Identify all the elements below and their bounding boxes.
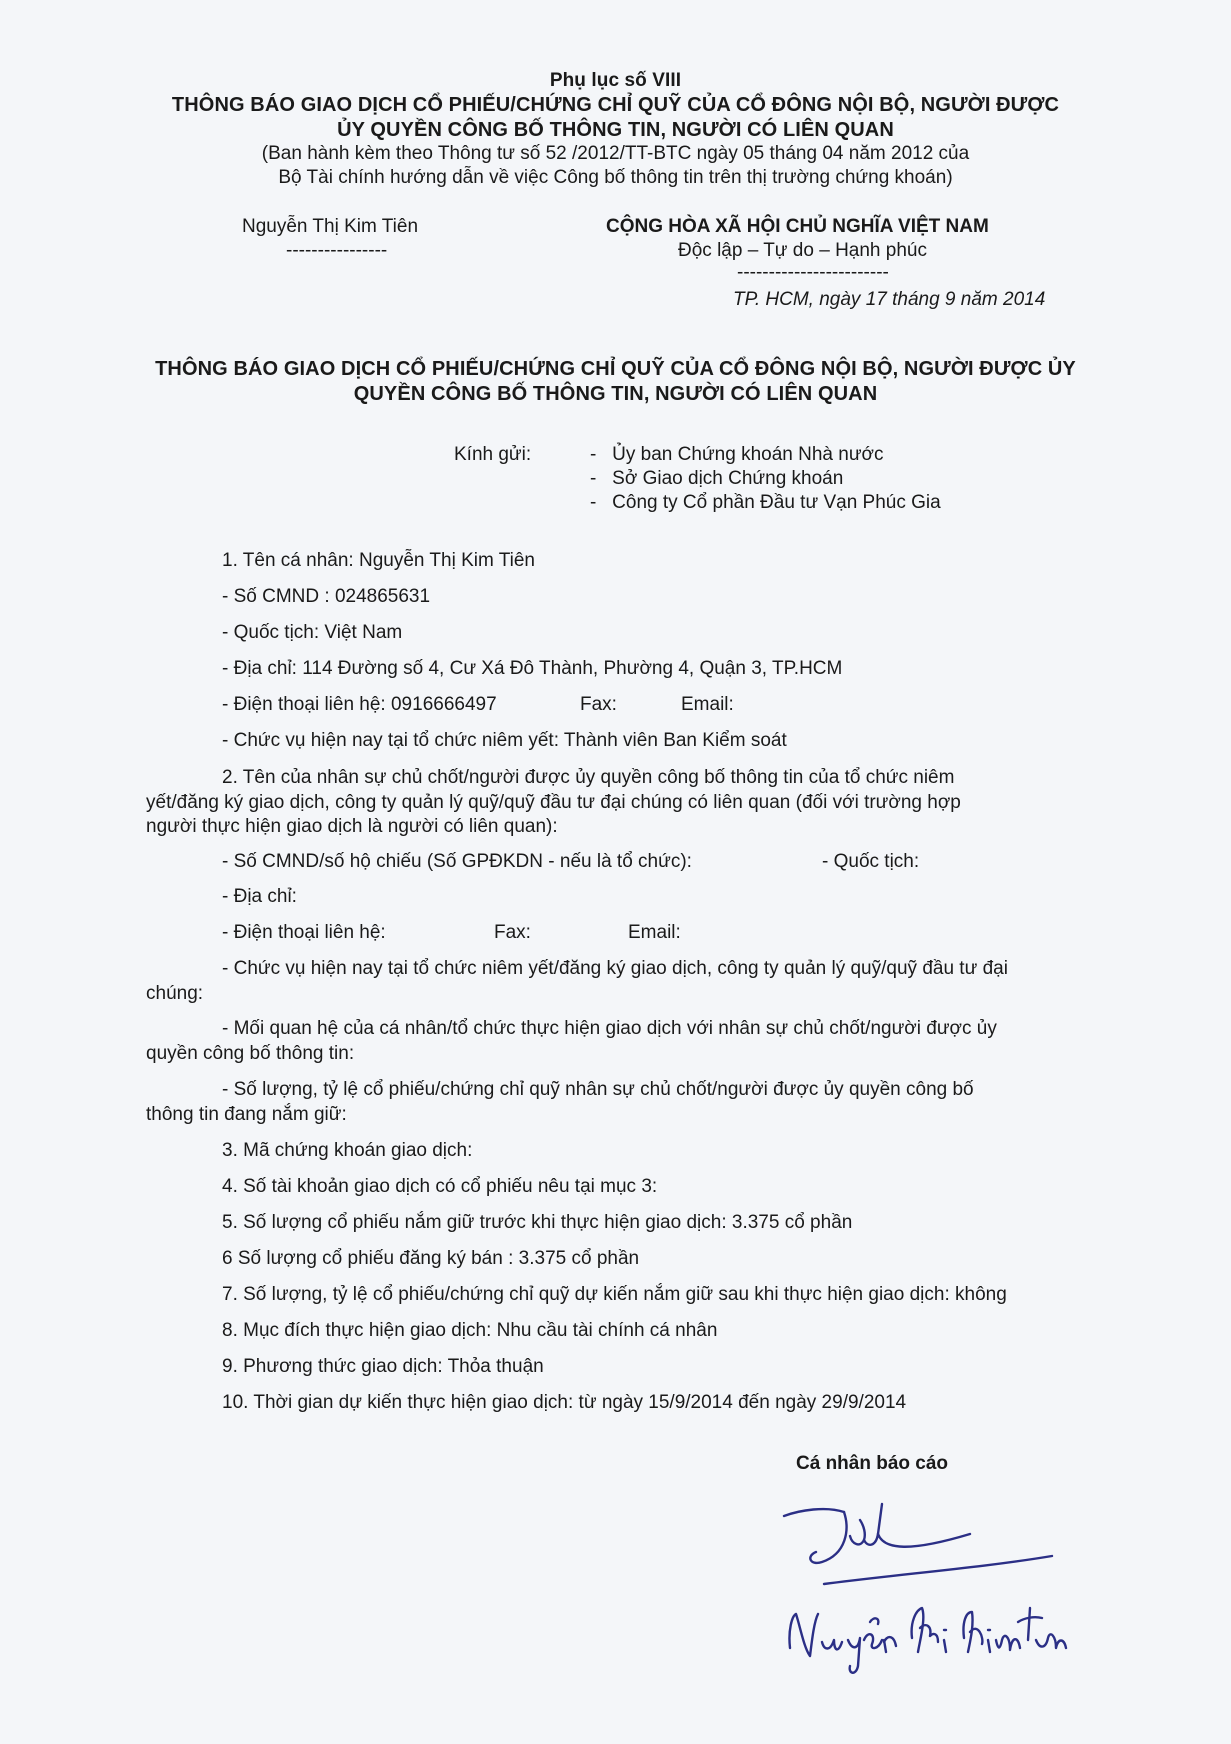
recipient-text: Công ty Cổ phần Đầu tư Vạn Phúc Gia — [612, 492, 941, 513]
item-7: 7. Số lượng, tỷ lệ cổ phiếu/chứng chỉ quỹ dự kiến nắm giữ sau khi thực hiện giao dịch: không — [222, 1284, 1007, 1305]
appendix-title-line2: ỦY QUYỀN CÔNG BỐ THÔNG TIN, NGƯỜI CÓ LIÊN QUAN — [337, 119, 894, 141]
notice-title-line2: QUYỀN CÔNG BỐ THÔNG TIN, NGƯỜI CÓ LIÊN QUAN — [353, 383, 878, 405]
s1-position: - Chức vụ hiện nay tại tổ chức niêm yết: Thành viên Ban Kiểm soát — [222, 730, 787, 751]
s2-address: - Địa chỉ: — [222, 886, 297, 907]
national-underline: ------------------------ — [737, 262, 889, 283]
s1-id: - Số CMND : 024865631 — [222, 586, 431, 607]
recipient-item: - Sở Giao dịch Chứng khoán — [590, 468, 844, 489]
item-5: 5. Số lượng cổ phiếu nắm giữ trước khi thực hiện giao dịch: 3.375 cổ phần — [222, 1212, 853, 1233]
s2-relation-line2: quyền công bố thông tin: — [146, 1043, 355, 1064]
s1-email: Email: — [681, 694, 734, 715]
s1-nationality: - Quốc tịch: Việt Nam — [222, 622, 403, 643]
appendix-subtitle-line2: Bộ Tài chính hướng dẫn về việc Công bố thông tin trên thị trường chứng khoán) — [278, 167, 953, 188]
s2-phone: - Điện thoại liên hệ: — [222, 922, 386, 943]
item-4: 4. Số tài khoản giao dịch có cổ phiếu nêu tại mục 3: — [222, 1176, 658, 1197]
s1-fax: Fax: — [580, 694, 617, 715]
s2-id: - Số CMND/số hộ chiếu (Số GPĐKDN - nếu là tổ chức): — [222, 851, 692, 872]
recipient-text: Sở Giao dịch Chứng khoán — [612, 468, 844, 489]
appendix-title-line1: THÔNG BÁO GIAO DỊCH CỔ PHIẾU/CHỨNG CHỈ QUỸ CỦA CỔ ĐÔNG NỘI BỘ, NGƯỜI ĐƯỢC — [171, 94, 1060, 116]
sender-name: Nguyễn Thị Kim Tiên — [242, 216, 419, 237]
notice-title-line1: THÔNG BÁO GIAO DỊCH CỔ PHIẾU/CHỨNG CHỈ QUỸ CỦA CỔ ĐÔNG NỘI BỘ, NGƯỜI ĐƯỢC ỦY — [155, 358, 1076, 380]
national-title: CỘNG HÒA XÃ HỘI CHỦ NGHĨA VIỆT NAM — [606, 216, 989, 237]
recipients-label: Kính gửi: — [454, 444, 532, 465]
s1-phone: - Điện thoại liên hệ: 0916666497 — [222, 694, 497, 715]
place-date: TP. HCM, ngày 17 tháng 9 năm 2014 — [733, 289, 1046, 310]
handwritten-signature — [760, 1490, 1080, 1690]
item-3: 3. Mã chứng khoán giao dịch: — [222, 1140, 473, 1161]
s2-holding-line1: - Số lượng, tỷ lệ cổ phiếu/chứng chỉ quỹ nhân sự chủ chốt/người được ủy quyền công bố — [222, 1079, 974, 1100]
s2-holding-line2: thông tin đang nắm giữ: — [146, 1104, 347, 1125]
signature-caption: Cá nhân báo cáo — [796, 1453, 949, 1474]
item-9: 9. Phương thức giao dịch: Thỏa thuận — [222, 1356, 544, 1377]
recipient-item: - Công ty Cổ phần Đầu tư Vạn Phúc Gia — [590, 492, 941, 513]
s2-email: Email: — [628, 922, 681, 943]
appendix-label: Phụ lục số VIII — [549, 70, 682, 91]
s2-fax: Fax: — [494, 922, 531, 943]
s2-relation-line1: - Mối quan hệ của cá nhân/tổ chức thực hiện giao dịch với nhân sự chủ chốt/người được ủy — [222, 1018, 997, 1039]
item-8: 8. Mục đích thực hiện giao dịch: Nhu cầu tài chính cá nhân — [222, 1320, 718, 1341]
item-6: 6 Số lượng cổ phiếu đăng ký bán : 3.375 cổ phần — [222, 1248, 640, 1269]
s2-nationality: - Quốc tịch: — [822, 851, 920, 872]
sender-underline: ---------------- — [286, 240, 388, 261]
recipient-text: Ủy ban Chứng khoán Nhà nước — [612, 444, 884, 465]
national-motto: Độc lập – Tự do – Hạnh phúc — [678, 240, 927, 261]
s2-intro-line2: yết/đăng ký giao dịch, công ty quản lý quỹ/quỹ đầu tư đại chúng có liên quan (đối với trường hợp — [146, 792, 961, 813]
appendix-subtitle-line1: (Ban hành kèm theo Thông tư số 52 /2012/TT-BTC ngày 05 tháng 04 năm 2012 của — [261, 143, 970, 164]
s2-position-line1: - Chức vụ hiện nay tại tổ chức niêm yết/đăng ký giao dịch, công ty quản lý quỹ/quỹ đầu tư đại — [222, 958, 1008, 979]
item-10: 10. Thời gian dự kiến thực hiện giao dịch: từ ngày 15/9/2014 đến ngày 29/9/2014 — [222, 1392, 907, 1413]
s1-address: - Địa chỉ: 114 Đường số 4, Cư Xá Đô Thành, Phường 4, Quận 3, TP.HCM — [222, 658, 843, 679]
s2-intro-line1: 2. Tên của nhân sự chủ chốt/người được ủy quyền công bố thông tin của tổ chức niêm — [222, 767, 955, 788]
s1-name: 1. Tên cá nhân: Nguyễn Thị Kim Tiên — [222, 550, 535, 571]
s2-position-line2: chúng: — [146, 983, 204, 1004]
recipient-item: - Ủy ban Chứng khoán Nhà nước — [590, 444, 884, 465]
s2-intro-line3: người thực hiện giao dịch là người có liên quan): — [146, 816, 558, 837]
